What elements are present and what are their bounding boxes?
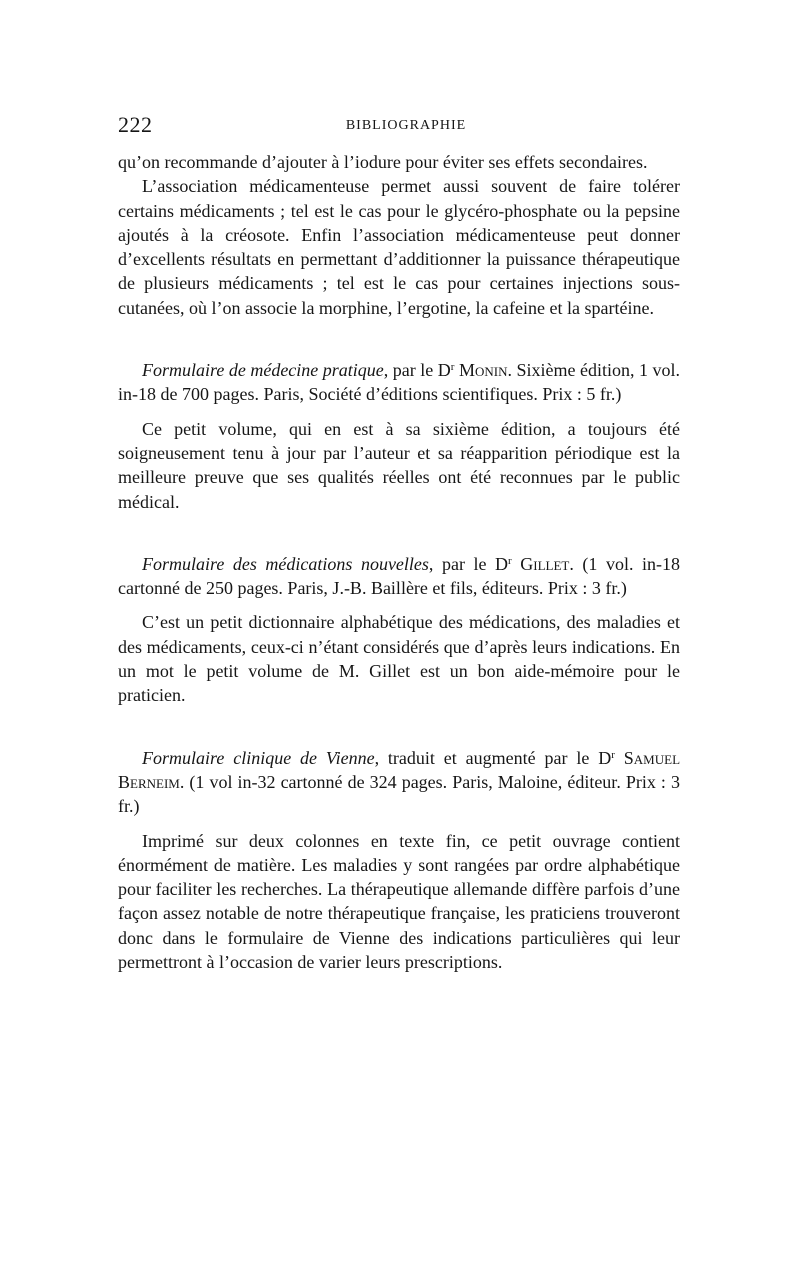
author-name: Samuel Berneim: [118, 747, 681, 792]
book-title: Formulaire des médications nouvelles: [142, 553, 429, 574]
review-paragraph: Ce petit volume, qui en est à sa sixième édition, a toujours été soigneusement tenu à jour par l’auteur et sa réapparition périodique est la meilleure preuve que ses qualités réelles ont été reconnues par le public médical.: [118, 418, 680, 512]
doctor-sup: r: [508, 554, 512, 567]
entry-by: , par le D: [383, 360, 451, 381]
entry-details: . (1 vol in-32 cartonné de 324 pages. Paris, Maloine, éditeur. Prix : 3 fr.): [118, 771, 680, 817]
paragraph-association: L’association médicamenteuse permet aussi souvent de faire tolérer certains médicaments ; tel est le cas pour le glycéro-phosphate ou la pepsine ajoutés à la créosote. Enfin l’association médicamenteuse peut donner d’excellents résultats en permettant d’additionner la puissance thérapeutique de plusieurs médicaments ; tel est le cas pour certaines injections sous-cutanées, où l’on associe la morphine, l’ergotine, la cafeine et la spartéine.: [118, 176, 680, 318]
page-number: 222: [118, 112, 153, 137]
review-paragraph: C’est un petit dictionnaire alphabétique des médications, des maladies et des médicaments, ceux-ci n’étant considérés que d’après leurs indications. En un mot le petit volume de M. Gillet est un bon aide-mémoire pour le praticien.: [118, 612, 680, 706]
review-paragraph: Imprimé sur deux colonnes en texte fin, ce petit ouvrage contient énormément de matière. Les maladies y sont rangées par ordre alphabétique pour faciliter les recherches. La thérapeutique allemande diffère parfois d’une façon assez notable de notre thérapeutique française, les praticiens trouveront donc dans le formulaire de Vienne des indications particulières qui leur permettront à l’occasion de varier leurs prescriptions.: [118, 830, 680, 973]
book-title: Formulaire clinique de Vienne: [142, 747, 375, 768]
running-title: BIBLIOGRAPHIE: [345, 118, 467, 133]
bibliography-entry-berneim: [118, 746, 680, 819]
bibliography-entry-monin: [118, 358, 680, 407]
page-header: [118, 112, 680, 142]
doctor-sup: r: [611, 748, 615, 761]
paragraph-continuation: qu’on recommande d’ajouter à l’iodure pour éviter ses effets secondaires.: [118, 152, 648, 172]
doctor-sup: r: [450, 361, 455, 374]
entry-details: . Sixième édition, 1 vol. in-18 de 700 pages. Paris, Société d’éditions scientifiques. Prix : 5 fr.): [118, 360, 680, 405]
entry-by: , traduit et augmenté par le D: [374, 747, 612, 768]
book-title: Formulaire de médecine pratique: [142, 360, 384, 381]
entry-by: , par le D: [428, 553, 509, 574]
author-name: Gillet: [520, 553, 570, 574]
author-name: Monin: [458, 360, 508, 381]
bibliography-entry-gillet: [118, 552, 680, 601]
body-text: [118, 150, 680, 974]
entry-details: . (1 vol. in-18 cartonné de 250 pages. Paris, J.-B. Baillère et fils, éditeurs. Prix : 3 fr.): [118, 553, 680, 599]
